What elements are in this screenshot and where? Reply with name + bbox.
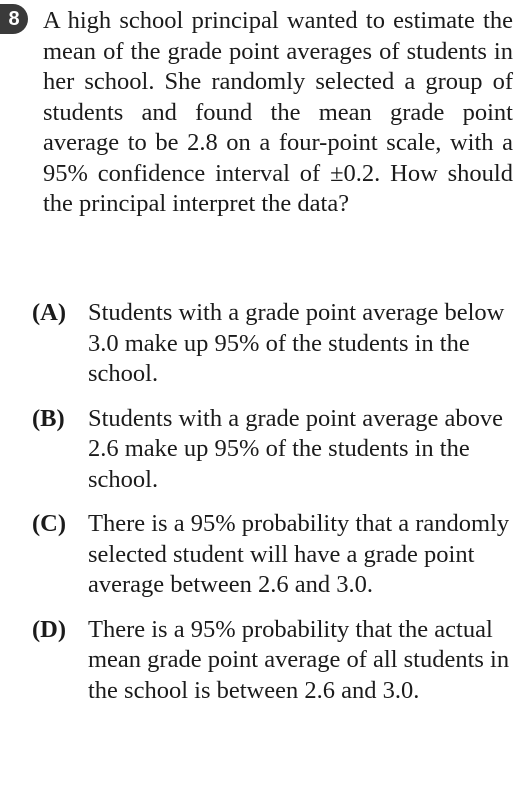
choice-a-letter: (A) (32, 299, 67, 326)
choice-b-letter: (B) (32, 404, 65, 432)
choice-d[interactable] (32, 615, 516, 707)
choice-c-text: There is a 95% probability that a randomly selected student will have a grade point average between 2.6 and 3.0. (88, 510, 510, 598)
choice-c[interactable] (32, 509, 516, 601)
choice-a[interactable] (32, 298, 516, 390)
question-stem: A high school principal wanted to estimate the mean of the grade point averages of students in her school. She randomly selected a group of students and found the mean grade point average to be 2.8 on a four-point scale, with a 95% confidence interval of ±0.2. How should the principal interpret the data? (43, 7, 513, 217)
choice-d-text: There is a 95% probability that the actual mean grade point average of all students in the school is between 2.6 and 3.0. (88, 615, 510, 704)
choice-b[interactable] (32, 404, 516, 496)
choice-d-letter: (D) (32, 615, 67, 643)
choice-c-letter: (C) (32, 510, 67, 537)
question-number-badge: 8 (0, 4, 28, 34)
choice-a-text: Students with a grade point average below 3.0 make up 95% of the students in the school. (88, 299, 505, 387)
choice-b-text: Students with a grade point average above 2.6 make up 95% of the students in the school. (88, 404, 504, 493)
answer-choices (32, 298, 516, 720)
